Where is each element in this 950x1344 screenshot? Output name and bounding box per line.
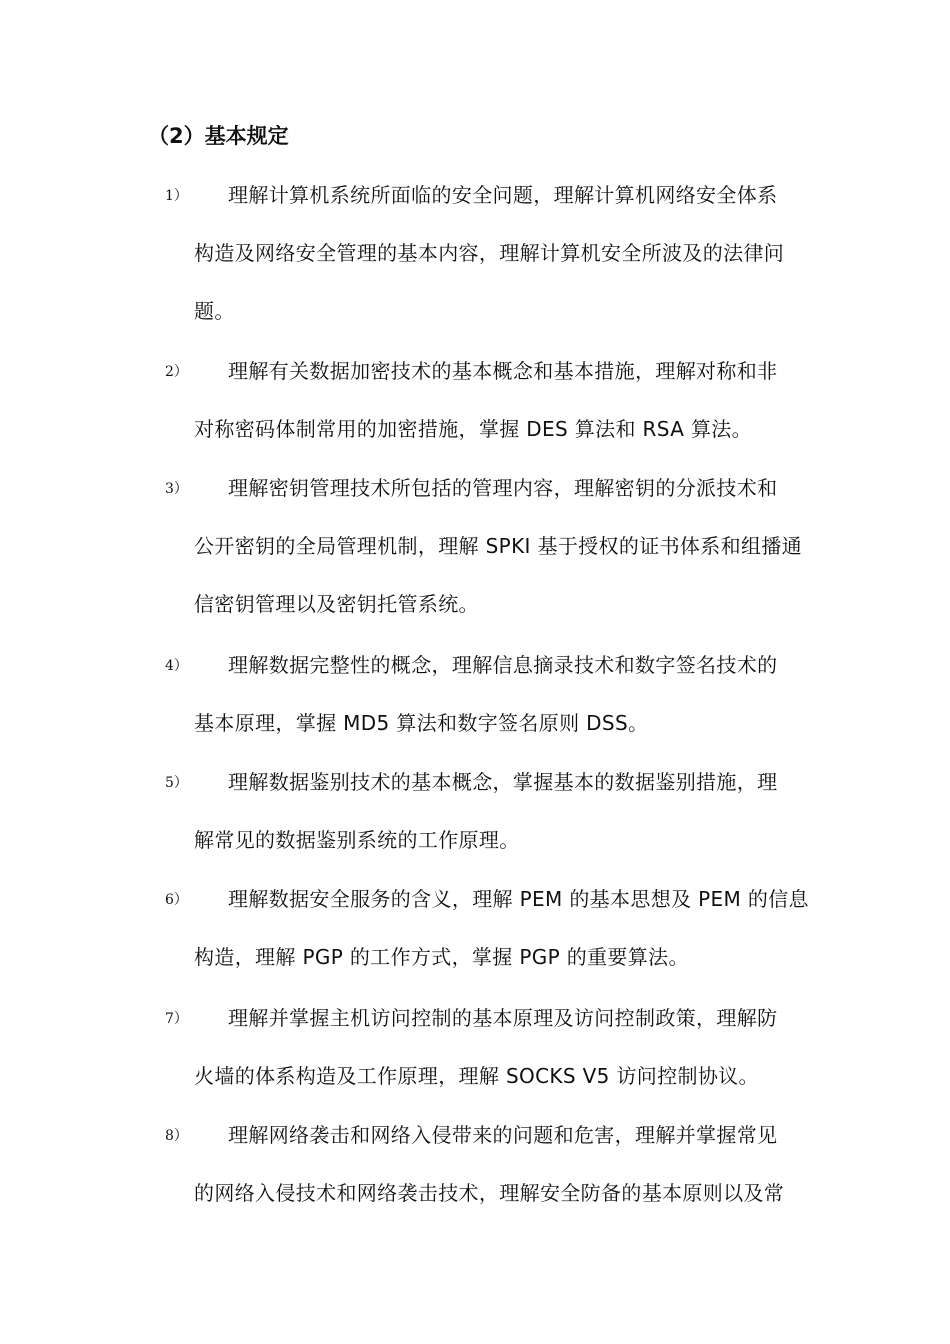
item-text-line: 理解计算机系统所面临的安全问题，理解计算机网络安全体系 [228,183,778,207]
item-text-line: 的网络入侵技术和网络袭击技术，理解安全防备的基本原则以及常 [194,1181,785,1205]
section-heading: （2）基本规定 [148,124,289,148]
item-text-line: 信密钥管理以及密钥托管系统。 [194,592,479,616]
item-number: 4） [165,658,188,674]
item-text-line: 理解数据完整性的概念，理解信息摘录技术和数字签名技术的 [228,653,778,677]
item-text-line: 构造及网络安全管理的基本内容，理解计算机安全所波及的法律问 [194,241,785,265]
item-number: 7） [165,1011,188,1027]
item-number: 3） [165,481,188,497]
item-number: 2） [165,364,188,380]
item-text-line: 理解有关数据加密技术的基本概念和基本措施，理解对称和非 [228,359,778,383]
item-number: 1） [165,188,188,204]
item-text-line: 基本原理，掌握 MD5 算法和数字签名原则 DSS。 [194,711,649,735]
item-text-line: 理解密钥管理技术所包括的管理内容，理解密钥的分派技术和 [228,476,778,500]
item-number: 8） [165,1128,188,1144]
item-text-line: 对称密码体制常用的加密措施，掌握 DES 算法和 RSA 算法。 [194,417,753,441]
item-text-line: 题。 [194,299,235,323]
item-text-line: 构造，理解 PGP 的工作方式，掌握 PGP 的重要算法。 [194,945,689,969]
item-text-line: 理解网络袭击和网络入侵带来的问题和危害，理解并掌握常见 [228,1123,778,1147]
item-text-line: 火墙的体系构造及工作原理，理解 SOCKS V5 访问控制协议。 [194,1064,759,1088]
item-text-line: 理解数据安全服务的含义，理解 PEM 的基本思想及 PEM 的信息 [228,887,809,911]
item-text-line: 理解数据鉴别技术的基本概念，掌握基本的数据鉴别措施，理 [228,770,778,794]
item-number: 5） [165,775,188,791]
item-number: 6） [165,892,188,908]
item-text-line: 公开密钥的全局管理机制，理解 SPKI 基于授权的证书体系和组播通 [194,534,803,558]
item-text-line: 解常见的数据鉴别系统的工作原理。 [194,828,520,852]
item-text-line: 理解并掌握主机访问控制的基本原理及访问控制政策，理解防 [228,1006,778,1030]
